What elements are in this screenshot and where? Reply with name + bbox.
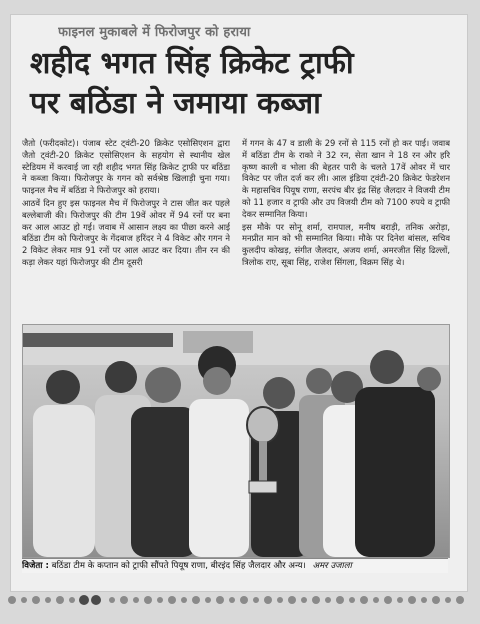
article-paragraph: आठवें दिन हुए इस फाइनल मैच में फिरोजपुर ने टास जीत कर पहले बल्लेबाजी की। फिरोजपुर की टीम 19वें ओवर में 94 रनों पर बना कर आल आउट हो गई। जवाब में आसान लक्ष्य का पीछा करने आई बठिंडा टीम को फिरोजपुर के गेंदबाज हरिंदर ने 4 विकेट और गगन ने 2 विकेट लेकर मात्र 91 रनों पर आल आउट कर दिया। तीन रन की कड़ा लेकर यहां फिरोजपुर की टीम दूसरी: [22, 197, 230, 267]
photo-tent-awning: [23, 333, 173, 347]
article-kicker: फाइनल मुकाबले में फिरोजपुर को हराया: [58, 25, 251, 40]
article-paragraph: जैतो (फरीदकोट)। पंजाब स्टेट ट्वंटी-20 क्रिकेट एसोसिएशन द्वारा जैतो ट्वंटी-20 क्रिकेट एसोसिएशन के सहयोग से स्थानीय खेल स्टेडियम में करवाई जा रही शहीद भगत सिंह क्रिकेट ट्राफी पर बठिंडा ने कब्जा किया। फिरोजपुर के गगन को सर्वश्रेष्ठ खिलाड़ी चुना गया। फाइनल मैच में बठिंडा ने फिरोजपुर को हराया।: [22, 138, 230, 196]
award-ceremony-photo: [22, 324, 450, 558]
headline-line-1: शहीद भगत सिंह क्रिकेट ट्राफी: [30, 46, 354, 81]
article-column-left: [22, 138, 230, 316]
decorative-dots: [0, 594, 480, 606]
photo-caption: [22, 558, 448, 573]
caption-label: विजेता :: [22, 561, 49, 571]
article-column-right: [242, 138, 450, 316]
article-paragraph: में गगन के 47 व डाली के 29 रनों से 115 रनों हो कर पाई। जवाब में बठिंडा टीम के राको ने 32 रन, सेता खान ने 18 रन और हरि कृष्ण काली व भोला की बेहतर पारी के चलते 17वें ओवर में चार विकेट पर जीत दर्ज कर ली। आल इंडिया ट्वंटी-20 क्रिकेट फेडरेशन के महासचिव पियूष राणा, सरपंच बीर इंद्र सिंह जैलदार ने विजयी टीम को 11 हजार व ट्राफी और उप विजयी टीम को 7100 रुपये व ट्राफी देकर सम्मानित किया।: [242, 138, 450, 219]
photo-credit: अमर उजाला: [312, 561, 352, 571]
article-paragraph: इस मौके पर सोनू शर्मा, रामपाल, मनीष बराड़ी, तनिक अरोड़ा, मनप्रीत मान को भी सम्मानित किया। मौके पर दिनेश बांसल, सचिव कुलदीप कोखड़, संगीत जैलदार, अजय शर्मा, अमरजीत सिंह ढिल्लों, त्रिलोक राए, सूबा सिंह, राजेश सिंगला, विक्रम सिंह थे।: [242, 221, 450, 267]
photo-illustration: [23, 325, 449, 557]
photo-people: [33, 346, 441, 557]
caption-text: बठिंडा टीम के कप्तान को ट्राफी सौंपते पियूष राणा, बीरइंद सिंह जैलदार और अन्य।: [51, 561, 306, 571]
article-headline: [30, 44, 440, 124]
headline-line-2: पर बठिंडा ने जमाया कब्जा: [30, 86, 321, 121]
